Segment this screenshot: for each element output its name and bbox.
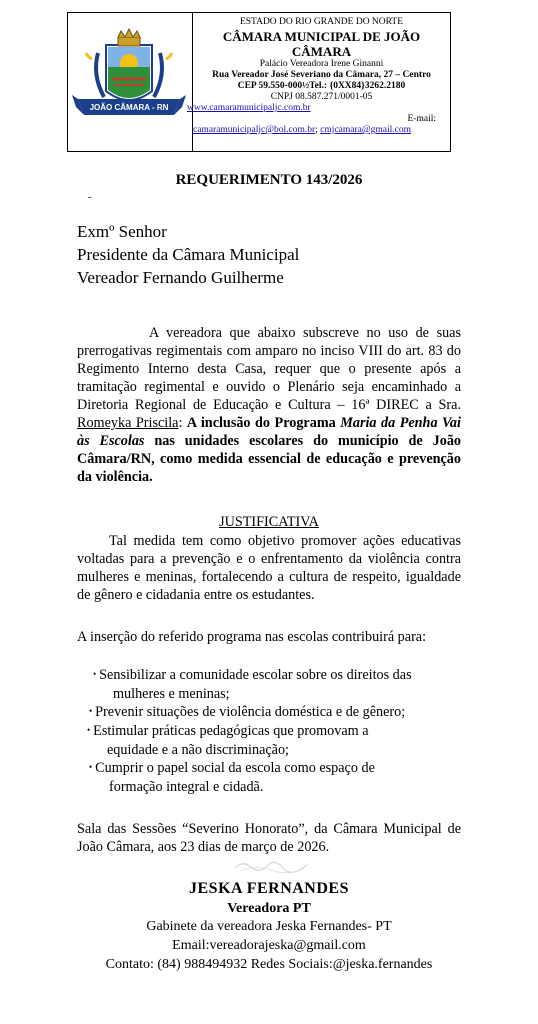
chamber-cep-phone: CEP 59.550-000½Tel.: {0XX84}3262.2180	[237, 81, 406, 91]
list-item-text: Cumprir o papel social da escola como espaço de	[95, 760, 375, 776]
list-item	[77, 703, 461, 722]
session-closing: Sala das Sessões “Severino Honorato”, da Câmara Municipal de João Câmara, aos 23 dias de março de 2026.	[77, 821, 461, 855]
contribution-intro: A inserção do referido programa nas escolas contribuirá para:	[77, 629, 427, 645]
stray-dash: -	[88, 192, 92, 203]
bullet-icon: •	[93, 669, 97, 679]
signatory-contact: Contato: (84) 988494932 Redes Sociais:@jeska.fernandes	[105, 957, 433, 972]
list-item	[77, 722, 461, 759]
justification-paragraph: Tal medida tem como objetivo promover ações educativas voltadas para a prevenção e o enfrentamento da violência contra mulheres e meninas, fortalecendo a cultura de respeito, igualdade de gênero e cidadania entre os estudantes.	[77, 533, 461, 603]
logo-motto: JOÃO CÂMARA - RN	[89, 103, 169, 112]
list-item	[77, 666, 461, 703]
addressee-position: Presidente da Câmara Municipal	[77, 245, 300, 264]
chamber-name: CÂMARA MUNICIPAL DE JOÃO CÂMARA	[222, 29, 421, 59]
request-paragraph	[77, 324, 461, 486]
list-item-continuation: formação integral e cidadã.	[109, 779, 264, 795]
program-name: Maria da Penha Vai às Escolas	[77, 415, 461, 449]
bullet-icon: •	[89, 762, 93, 772]
contribution-list	[77, 666, 461, 796]
email-label: E-mail:	[407, 114, 436, 124]
email-link-bol[interactable]: camaramunicipaljc@bol.com.br	[193, 125, 316, 135]
list-item-continuation: mulheres e meninas;	[113, 686, 230, 702]
logo-year-right: 1953	[166, 116, 178, 122]
list-item-text: Sensibilizar a comunidade escolar sobre os direitos das	[99, 667, 412, 683]
chamber-address: Rua Vereador José Severiano da Câmara, 27 – Centro	[212, 70, 431, 80]
email-link-gmail[interactable]: cmjcamara@gmail.com	[320, 125, 411, 135]
state-name: ESTADO DO RIO GRANDE DO NORTE	[239, 17, 404, 27]
list-item-text: Prevenir situações de violência doméstica e de gênero;	[95, 704, 406, 720]
addressee-name: Vereador Fernando Guilherme	[77, 268, 284, 287]
letterhead	[67, 12, 451, 152]
email-separator: ;	[315, 125, 321, 135]
signatory-name: JESKA FERNANDES	[189, 880, 349, 897]
addressee-salutation: Exmº Senhor	[77, 222, 167, 241]
request-bold-start: A inclusão do Programa	[186, 415, 341, 431]
request-text: A vereadora que abaixo subscreve no uso de suas prerrogativas regimentais com amparo no inciso VIII do art. 83 do Regimento Interno desta Casa, requer que o presente após a tramitação regimental e ouvido o Plenário seja encaminhado a Diretoria Regional de Educação e Cultura – 16ª DIREC a Sra.	[77, 325, 461, 413]
list-item-continuation: equidade e a não discriminação;	[107, 742, 289, 758]
request-bold-end: nas unidades escolares do município de João Câmara/RN, como medida essencial de educação e prevenção da violência.	[77, 433, 462, 485]
request-colon: :	[178, 415, 187, 431]
palace-name: Palácio Vereadora Irene Ginanni	[259, 59, 384, 69]
letterhead-info	[187, 13, 450, 151]
chamber-cnpj: CNPJ 08.587.271/0001-05	[270, 92, 373, 102]
signatory-role: Vereadora PT	[227, 901, 311, 916]
signature-scribble	[233, 858, 309, 874]
signatory-email: Email:vereadorajeska@gmail.com	[172, 938, 366, 953]
list-item	[77, 759, 461, 796]
recipient-name: Romeyka Priscila	[77, 415, 179, 431]
document-title: REQUERIMENTO 143/2026	[175, 172, 363, 188]
logo-cell	[68, 13, 193, 151]
signatory-office: Gabinete da vereadora Jeska Fernandes- PT	[146, 919, 392, 934]
municipal-coat-of-arms	[68, 13, 190, 151]
website-link[interactable]: www.camaramunicipaljc.com.br	[187, 103, 311, 113]
logo-year-left: 1928	[81, 116, 93, 122]
bullet-icon: •	[87, 725, 91, 735]
addressee-block	[77, 220, 299, 289]
justification-heading: JUSTIFICATIVA	[219, 514, 319, 530]
bullet-icon: •	[89, 706, 93, 716]
list-item-text: Estimular práticas pedagógicas que promovam a	[93, 723, 369, 739]
